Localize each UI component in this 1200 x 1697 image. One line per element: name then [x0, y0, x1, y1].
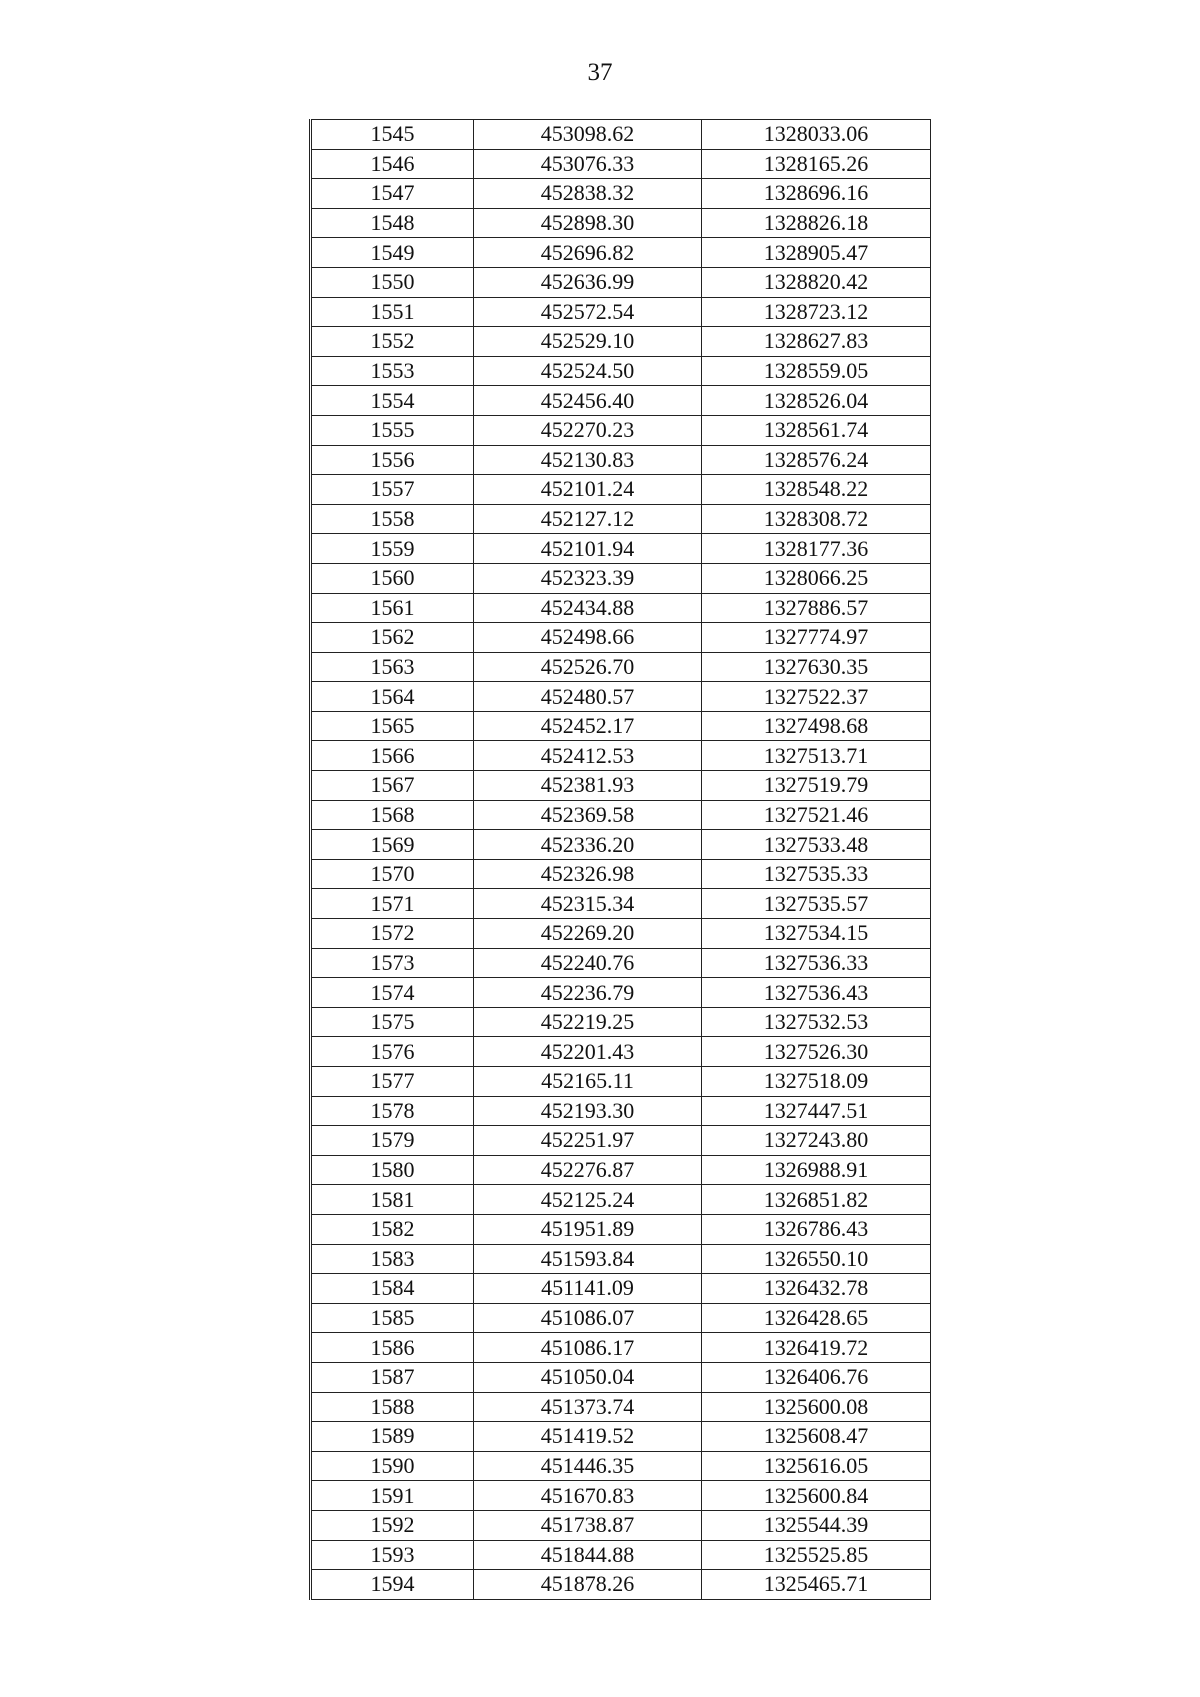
point-number-cell: 1576	[311, 1037, 474, 1067]
y-coordinate-cell: 1326550.10	[702, 1244, 931, 1274]
x-coordinate-cell: 451086.17	[474, 1333, 702, 1363]
table-row	[311, 1570, 931, 1600]
point-number-cell: 1570	[311, 859, 474, 889]
x-coordinate-cell: 452165.11	[474, 1067, 702, 1097]
y-coordinate-cell: 1327536.43	[702, 978, 931, 1008]
x-coordinate-cell: 452240.76	[474, 948, 702, 978]
table-row	[311, 1481, 931, 1511]
y-coordinate-cell: 1328820.42	[702, 267, 931, 297]
y-coordinate-cell: 1328548.22	[702, 475, 931, 505]
y-coordinate-cell: 1327535.33	[702, 859, 931, 889]
x-coordinate-cell: 452201.43	[474, 1037, 702, 1067]
table-row	[311, 889, 931, 919]
point-number-cell: 1550	[311, 267, 474, 297]
x-coordinate-cell: 451446.35	[474, 1451, 702, 1481]
point-number-cell: 1561	[311, 593, 474, 623]
x-coordinate-cell: 452193.30	[474, 1096, 702, 1126]
table-row	[311, 1244, 931, 1274]
point-number-cell: 1548	[311, 208, 474, 238]
point-number-cell: 1569	[311, 830, 474, 860]
point-number-cell: 1580	[311, 1155, 474, 1185]
point-number-cell: 1586	[311, 1333, 474, 1363]
x-coordinate-cell: 452412.53	[474, 741, 702, 771]
table-row	[311, 327, 931, 357]
table-row	[311, 800, 931, 830]
table-row	[311, 593, 931, 623]
point-number-cell: 1578	[311, 1096, 474, 1126]
table-row	[311, 208, 931, 238]
point-number-cell: 1553	[311, 356, 474, 386]
x-coordinate-cell: 452127.12	[474, 504, 702, 534]
point-number-cell: 1564	[311, 682, 474, 712]
y-coordinate-cell: 1325616.05	[702, 1451, 931, 1481]
y-coordinate-cell: 1327630.35	[702, 652, 931, 682]
y-coordinate-cell: 1327518.09	[702, 1067, 931, 1097]
table-row	[311, 267, 931, 297]
x-coordinate-cell: 451086.07	[474, 1303, 702, 1333]
y-coordinate-cell: 1327526.30	[702, 1037, 931, 1067]
table-row	[311, 238, 931, 268]
y-coordinate-cell: 1325544.39	[702, 1510, 931, 1540]
x-coordinate-cell: 452101.24	[474, 475, 702, 505]
table-row	[311, 386, 931, 416]
x-coordinate-cell: 451951.89	[474, 1214, 702, 1244]
x-coordinate-cell: 451738.87	[474, 1510, 702, 1540]
point-number-cell: 1558	[311, 504, 474, 534]
y-coordinate-cell: 1328576.24	[702, 445, 931, 475]
x-coordinate-cell: 452498.66	[474, 623, 702, 653]
table-row	[311, 1214, 931, 1244]
point-number-cell: 1594	[311, 1570, 474, 1600]
point-number-cell: 1581	[311, 1185, 474, 1215]
point-number-cell: 1545	[311, 120, 474, 150]
x-coordinate-cell: 452636.99	[474, 267, 702, 297]
table-row	[311, 652, 931, 682]
table-row	[311, 1333, 931, 1363]
x-coordinate-cell: 452336.20	[474, 830, 702, 860]
coordinates-table-body	[311, 120, 931, 1600]
y-coordinate-cell: 1328559.05	[702, 356, 931, 386]
coordinates-table	[309, 119, 931, 1600]
point-number-cell: 1557	[311, 475, 474, 505]
y-coordinate-cell: 1328905.47	[702, 238, 931, 268]
table-row	[311, 563, 931, 593]
y-coordinate-cell: 1327535.57	[702, 889, 931, 919]
table-row	[311, 1096, 931, 1126]
y-coordinate-cell: 1328165.26	[702, 149, 931, 179]
point-number-cell: 1577	[311, 1067, 474, 1097]
x-coordinate-cell: 452898.30	[474, 208, 702, 238]
y-coordinate-cell: 1325525.85	[702, 1540, 931, 1570]
x-coordinate-cell: 451141.09	[474, 1274, 702, 1304]
table-row	[311, 830, 931, 860]
table-row	[311, 1274, 931, 1304]
y-coordinate-cell: 1326786.43	[702, 1214, 931, 1244]
point-number-cell: 1585	[311, 1303, 474, 1333]
page-number: 37	[587, 59, 613, 86]
x-coordinate-cell: 451050.04	[474, 1362, 702, 1392]
point-number-cell: 1591	[311, 1481, 474, 1511]
y-coordinate-cell: 1325600.84	[702, 1481, 931, 1511]
point-number-cell: 1593	[311, 1540, 474, 1570]
y-coordinate-cell: 1326988.91	[702, 1155, 931, 1185]
y-coordinate-cell: 1325600.08	[702, 1392, 931, 1422]
table-row	[311, 475, 931, 505]
table-row	[311, 1067, 931, 1097]
x-coordinate-cell: 452236.79	[474, 978, 702, 1008]
table-row	[311, 682, 931, 712]
point-number-cell: 1575	[311, 1007, 474, 1037]
point-number-cell: 1571	[311, 889, 474, 919]
x-coordinate-cell: 453076.33	[474, 149, 702, 179]
y-coordinate-cell: 1327519.79	[702, 771, 931, 801]
table-row	[311, 711, 931, 741]
point-number-cell: 1592	[311, 1510, 474, 1540]
x-coordinate-cell: 452101.94	[474, 534, 702, 564]
x-coordinate-cell: 451593.84	[474, 1244, 702, 1274]
x-coordinate-cell: 452323.39	[474, 563, 702, 593]
point-number-cell: 1588	[311, 1392, 474, 1422]
x-coordinate-cell: 451878.26	[474, 1570, 702, 1600]
y-coordinate-cell: 1328308.72	[702, 504, 931, 534]
table-row	[311, 1540, 931, 1570]
x-coordinate-cell: 452456.40	[474, 386, 702, 416]
x-coordinate-cell: 452251.97	[474, 1126, 702, 1156]
table-row	[311, 534, 931, 564]
y-coordinate-cell: 1328561.74	[702, 415, 931, 445]
y-coordinate-cell: 1326432.78	[702, 1274, 931, 1304]
point-number-cell: 1573	[311, 948, 474, 978]
table-row	[311, 741, 931, 771]
y-coordinate-cell: 1328066.25	[702, 563, 931, 593]
table-row	[311, 504, 931, 534]
y-coordinate-cell: 1326406.76	[702, 1362, 931, 1392]
table-row	[311, 1037, 931, 1067]
table-row	[311, 297, 931, 327]
point-number-cell: 1555	[311, 415, 474, 445]
point-number-cell: 1566	[311, 741, 474, 771]
table-row	[311, 1185, 931, 1215]
x-coordinate-cell: 452696.82	[474, 238, 702, 268]
table-row	[311, 1451, 931, 1481]
x-coordinate-cell: 452130.83	[474, 445, 702, 475]
x-coordinate-cell: 451373.74	[474, 1392, 702, 1422]
x-coordinate-cell: 452838.32	[474, 179, 702, 209]
y-coordinate-cell: 1325608.47	[702, 1422, 931, 1452]
y-coordinate-cell: 1326428.65	[702, 1303, 931, 1333]
point-number-cell: 1556	[311, 445, 474, 475]
table-row	[311, 445, 931, 475]
table-row	[311, 771, 931, 801]
point-number-cell: 1584	[311, 1274, 474, 1304]
point-number-cell: 1587	[311, 1362, 474, 1392]
table-row	[311, 1155, 931, 1185]
point-number-cell: 1574	[311, 978, 474, 1008]
point-number-cell: 1590	[311, 1451, 474, 1481]
point-number-cell: 1552	[311, 327, 474, 357]
y-coordinate-cell: 1327521.46	[702, 800, 931, 830]
table-row	[311, 1007, 931, 1037]
point-number-cell: 1589	[311, 1422, 474, 1452]
y-coordinate-cell: 1328627.83	[702, 327, 931, 357]
x-coordinate-cell: 452480.57	[474, 682, 702, 712]
point-number-cell: 1547	[311, 179, 474, 209]
x-coordinate-cell: 452270.23	[474, 415, 702, 445]
y-coordinate-cell: 1327498.68	[702, 711, 931, 741]
table-row	[311, 415, 931, 445]
point-number-cell: 1559	[311, 534, 474, 564]
table-row	[311, 978, 931, 1008]
y-coordinate-cell: 1327774.97	[702, 623, 931, 653]
x-coordinate-cell: 452269.20	[474, 919, 702, 949]
table-row	[311, 179, 931, 209]
x-coordinate-cell: 452125.24	[474, 1185, 702, 1215]
y-coordinate-cell: 1328723.12	[702, 297, 931, 327]
point-number-cell: 1568	[311, 800, 474, 830]
y-coordinate-cell: 1328033.06	[702, 120, 931, 150]
point-number-cell: 1582	[311, 1214, 474, 1244]
table-row	[311, 149, 931, 179]
point-number-cell: 1551	[311, 297, 474, 327]
x-coordinate-cell: 452452.17	[474, 711, 702, 741]
table-row	[311, 1126, 931, 1156]
point-number-cell: 1554	[311, 386, 474, 416]
y-coordinate-cell: 1326851.82	[702, 1185, 931, 1215]
y-coordinate-cell: 1328177.36	[702, 534, 931, 564]
x-coordinate-cell: 451844.88	[474, 1540, 702, 1570]
x-coordinate-cell: 453098.62	[474, 120, 702, 150]
x-coordinate-cell: 452381.93	[474, 771, 702, 801]
x-coordinate-cell: 452219.25	[474, 1007, 702, 1037]
x-coordinate-cell: 452276.87	[474, 1155, 702, 1185]
point-number-cell: 1560	[311, 563, 474, 593]
x-coordinate-cell: 452315.34	[474, 889, 702, 919]
point-number-cell: 1562	[311, 623, 474, 653]
y-coordinate-cell: 1328526.04	[702, 386, 931, 416]
y-coordinate-cell: 1327513.71	[702, 741, 931, 771]
point-number-cell: 1549	[311, 238, 474, 268]
table-row	[311, 356, 931, 386]
x-coordinate-cell: 451419.52	[474, 1422, 702, 1452]
y-coordinate-cell: 1327447.51	[702, 1096, 931, 1126]
y-coordinate-cell: 1327534.15	[702, 919, 931, 949]
y-coordinate-cell: 1325465.71	[702, 1570, 931, 1600]
x-coordinate-cell: 452369.58	[474, 800, 702, 830]
y-coordinate-cell: 1328826.18	[702, 208, 931, 238]
x-coordinate-cell: 452524.50	[474, 356, 702, 386]
y-coordinate-cell: 1328696.16	[702, 179, 931, 209]
table-row	[311, 623, 931, 653]
table-row	[311, 859, 931, 889]
table-row	[311, 1392, 931, 1422]
x-coordinate-cell: 452526.70	[474, 652, 702, 682]
point-number-cell: 1563	[311, 652, 474, 682]
point-number-cell: 1567	[311, 771, 474, 801]
table-row	[311, 948, 931, 978]
point-number-cell: 1546	[311, 149, 474, 179]
y-coordinate-cell: 1327886.57	[702, 593, 931, 623]
y-coordinate-cell: 1326419.72	[702, 1333, 931, 1363]
table-row	[311, 1422, 931, 1452]
table-row	[311, 919, 931, 949]
point-number-cell: 1565	[311, 711, 474, 741]
point-number-cell: 1579	[311, 1126, 474, 1156]
x-coordinate-cell: 451670.83	[474, 1481, 702, 1511]
table-row	[311, 120, 931, 150]
x-coordinate-cell: 452434.88	[474, 593, 702, 623]
x-coordinate-cell: 452529.10	[474, 327, 702, 357]
point-number-cell: 1572	[311, 919, 474, 949]
y-coordinate-cell: 1327522.37	[702, 682, 931, 712]
table-row	[311, 1510, 931, 1540]
point-number-cell: 1583	[311, 1244, 474, 1274]
x-coordinate-cell: 452326.98	[474, 859, 702, 889]
table-row	[311, 1303, 931, 1333]
x-coordinate-cell: 452572.54	[474, 297, 702, 327]
y-coordinate-cell: 1327536.33	[702, 948, 931, 978]
y-coordinate-cell: 1327533.48	[702, 830, 931, 860]
y-coordinate-cell: 1327532.53	[702, 1007, 931, 1037]
y-coordinate-cell: 1327243.80	[702, 1126, 931, 1156]
table-row	[311, 1362, 931, 1392]
